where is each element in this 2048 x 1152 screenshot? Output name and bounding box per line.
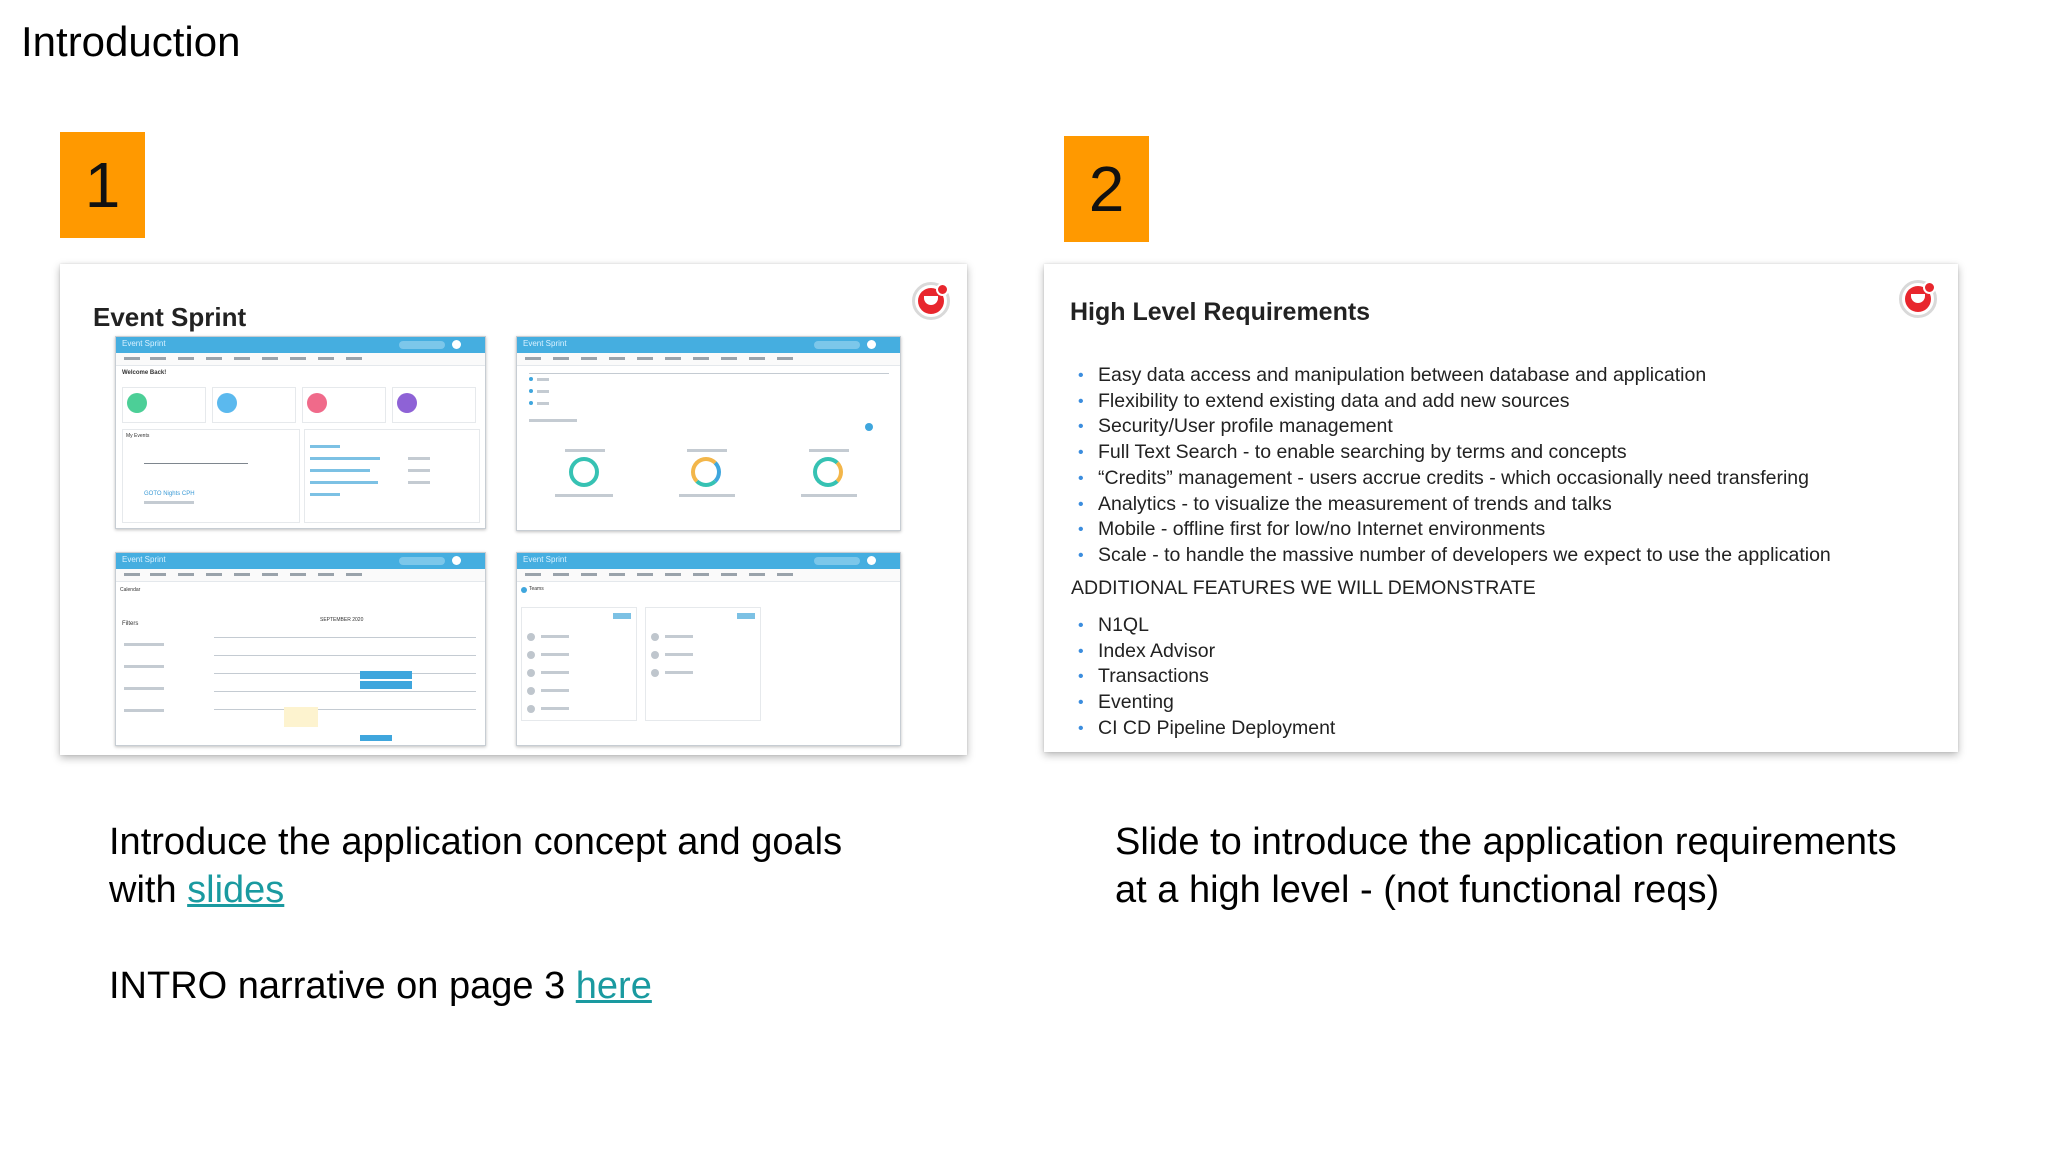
event-name: GOTO Nights CPH <box>144 491 195 497</box>
additional-features-list <box>1071 613 1335 742</box>
slide-title: Event Sprint <box>93 302 247 332</box>
list-item: • Easy data access and manipulation between database and application <box>1071 363 1831 389</box>
page-title: Introduction <box>21 18 241 65</box>
list-item: • CI CD Pipeline Deployment <box>1071 716 1335 742</box>
list-item: • Analytics - to visualize the measurement of trends and talks <box>1071 492 1831 518</box>
list-item: • Flexibility to extend existing data and add new sources <box>1071 389 1831 415</box>
teams-heading: Teams <box>529 586 544 592</box>
dashboard-heading: Welcome Back! <box>122 370 167 376</box>
event-sprint-slide-thumbnail[interactable] <box>60 264 967 755</box>
couchbase-logo-icon <box>1899 280 1937 318</box>
list-item: • Full Text Search - to enable searching by terms and concepts <box>1071 440 1831 466</box>
list-item: • Eventing <box>1071 690 1335 716</box>
list-item: • Scale - to handle the massive number of developers we expect to use the application <box>1071 543 1831 569</box>
bullet-icon: • <box>1078 418 1084 436</box>
app-brand: Event Sprint <box>523 339 567 348</box>
step-1-badge: 1 <box>60 132 145 238</box>
app-brand: Event Sprint <box>523 555 567 564</box>
app-brand: Event Sprint <box>122 339 166 348</box>
requirements-list <box>1071 363 1831 569</box>
bullet-icon: • <box>1078 668 1084 686</box>
bullet-icon: • <box>1078 521 1084 539</box>
list-item: • Security/User profile management <box>1071 414 1831 440</box>
high-level-requirements-slide-thumbnail[interactable] <box>1044 264 1958 752</box>
bullet-icon: • <box>1078 367 1084 384</box>
bullet-icon: • <box>1078 694 1084 712</box>
caption-text: INTRO narrative on page 3 <box>109 965 576 1007</box>
app-brand: Event Sprint <box>122 555 166 564</box>
list-item: • Mobile - offline first for low/no Internet environments <box>1071 517 1831 543</box>
bullet-icon: • <box>1078 719 1084 737</box>
intro-narrative-link[interactable]: here <box>575 965 652 1007</box>
calendar-heading: Calendar <box>120 587 141 593</box>
my-events-label: My Events <box>126 433 150 439</box>
step-2-caption <box>1115 818 1897 914</box>
list-item: • Transactions <box>1071 664 1335 690</box>
app-screenshot-teams <box>516 552 901 746</box>
list-item: • N1QL <box>1071 613 1335 639</box>
list-item: • Index Advisor <box>1071 639 1335 665</box>
caption-line: at a high level - (not functional reqs) <box>1115 869 1720 911</box>
bullet-icon: • <box>1078 469 1084 487</box>
bullet-icon: • <box>1078 546 1084 564</box>
bullet-icon: • <box>1078 495 1084 513</box>
bullet-icon: • <box>1078 642 1084 660</box>
app-screenshot-dashboard <box>115 336 486 529</box>
couchbase-logo-icon <box>912 282 950 320</box>
bullet-icon: • <box>1078 617 1084 634</box>
additional-features-heading: ADDITIONAL FEATURES WE WILL DEMONSTRATE <box>1071 577 1536 599</box>
bullet-icon: • <box>1078 392 1084 410</box>
caption-line: Slide to introduce the application requirements <box>1115 821 1897 863</box>
app-screenshot-analytics <box>516 336 901 531</box>
slides-link[interactable]: slides <box>187 869 285 911</box>
bullet-icon: • <box>1078 444 1084 462</box>
filters-label: Filters <box>122 621 139 627</box>
calendar-month: SEPTEMBER 2020 <box>320 617 364 623</box>
step-2-badge: 2 <box>1064 136 1149 242</box>
slide-title: High Level Requirements <box>1070 298 1371 326</box>
app-screenshot-calendar <box>115 552 486 746</box>
caption-text: with <box>109 869 188 911</box>
caption-line: Introduce the application concept and goals <box>109 821 843 863</box>
list-item: • “Credits” management - users accrue credits - which occasionally need transfering <box>1071 466 1831 492</box>
step-1-caption <box>109 818 842 1010</box>
